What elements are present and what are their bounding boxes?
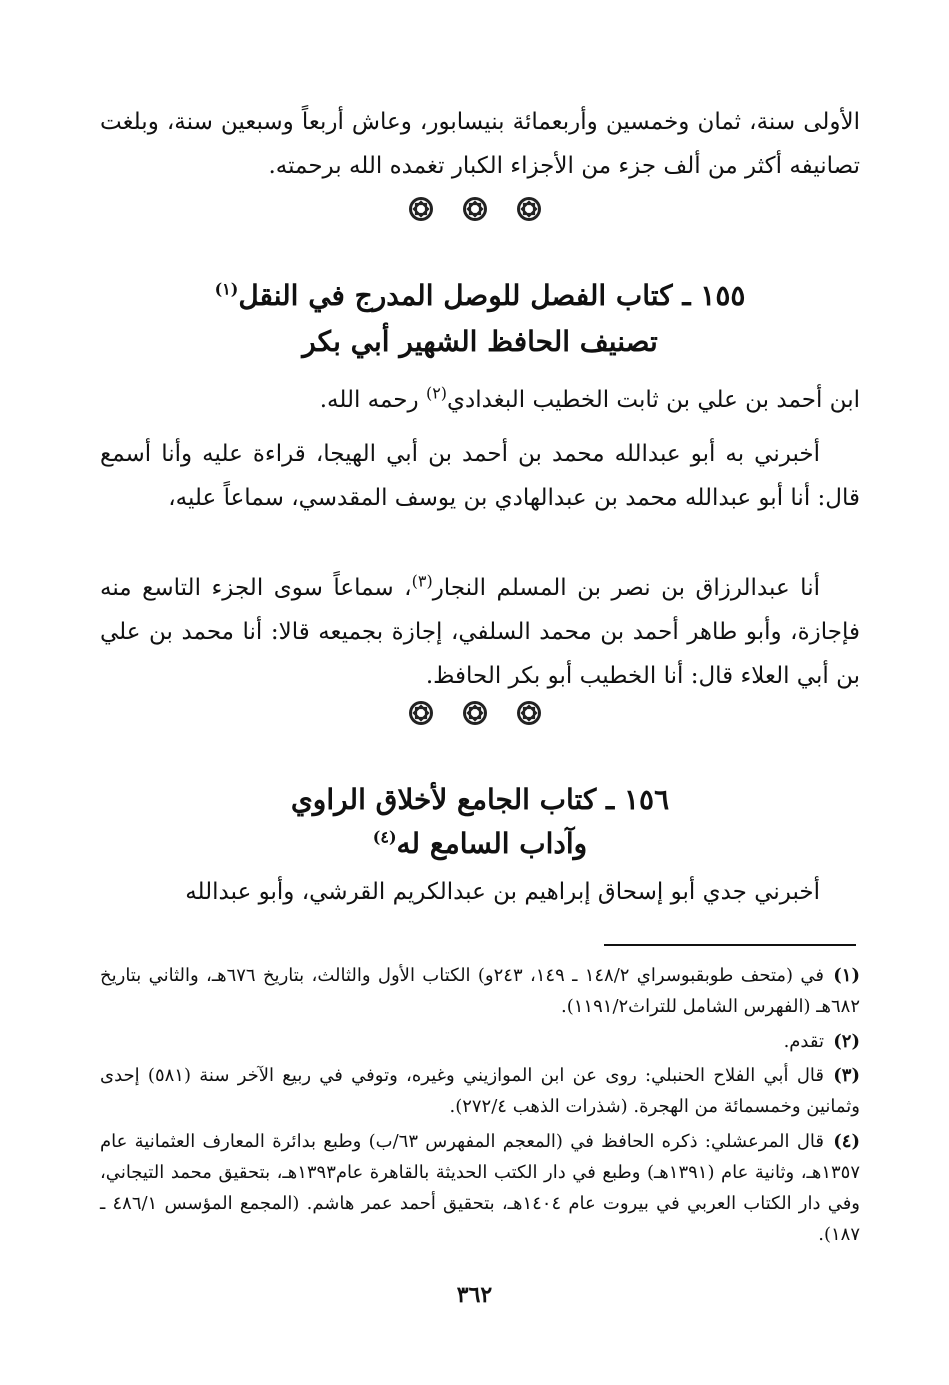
closing-paragraph: الأولى سنة، ثمان وخمسين وأربعمائة بنيسابور، وعاش أربعاً وسبعين سنة، وبلغت تصانيفه أكثر من ألف جزء من الأجزاء الكبار تغمده الله برحمته. — [100, 109, 860, 179]
footnote-ref-3[interactable]: (٣) — [411, 571, 433, 591]
section-156-subtitle-text: وآداب السامع له — [396, 827, 588, 860]
footnote-ref-4[interactable]: (٤) — [372, 827, 397, 847]
footnote-ref-2[interactable]: (٢) — [425, 383, 448, 403]
footnote-number: (٣) — [833, 1065, 860, 1086]
knot-ornament-icon — [462, 700, 488, 726]
footnote-2 — [100, 1026, 860, 1057]
isnad-text: أنا عبدالرزاق بن نصر بن المسلم النجار — [432, 575, 820, 601]
footnote-text: قال أبي الفلاح الحنبلي: روى عن ابن الموازيني وغيره، وتوفي في ربيع الآخر سنة (٥٨١) إحدى وثمانين وخمسمائة من الهجرة. (شذرات الذهب ٢٧٢/٤). — [100, 1065, 860, 1117]
knot-ornament-icon — [462, 196, 488, 222]
section-155-isnad-1: أخبرني به أبو عبدالله محمد بن أحمد بن أبي الهيجا، قراءة عليه وأنا أسمع قال: أنا أبو عبدالله محمد بن عبدالهادي بن يوسف المقدسي، سماعاً عليه، — [100, 441, 860, 511]
section-155-subtitle: تصنيف الحافظ الشهير أبي بكر — [302, 325, 658, 358]
page-number: ٣٦٢ — [456, 1282, 493, 1308]
section-divider — [0, 700, 949, 726]
footnote-number: (٢) — [833, 1031, 860, 1052]
isnad-text-end: ، سماعاً سوى الجزء التاسع منه فإجازة، وأبو طاهر أحمد بن محمد السلفي، إجازة بجميعه قالا: أنا محمد بن علي بن أبي العلاء قال: أنا الخطيب أبو بكر الحافظ. — [100, 575, 860, 689]
footnote-text: قال المرعشلي: ذكره الحافظ في (المعجم المفهرس ٦٣/ب) وطبع بدائرة المعارف العثمانية عام ١٣٥٧هـ، وثانية عام (١٣٩١هـ) وطبع في دار الكتب الحديثة بالقاهرة عام١٣٩٣هـ، بتحقيق محمد التيجاني، وفي دار الكتاب العربي في بيروت عام ١٤٠٤هـ، بتحقيق أحمد عمر هاشم. (المجمع المؤسس ٤٨٦/١ ـ ١٨٧). — [100, 1131, 860, 1245]
section-155-author-line — [100, 378, 860, 422]
footnote-4 — [100, 1126, 860, 1250]
section-155-isnad-2 — [100, 566, 860, 698]
section-156-title: ١٥٦ ـ كتاب الجامع لأخلاق الراوي — [290, 783, 670, 816]
footnote-divider — [604, 944, 856, 946]
section-155-title-text: ١٥٥ ـ كتاب الفصل للوصل المدرج في النقل — [238, 279, 746, 312]
footnote-ref-1[interactable]: (١) — [214, 279, 239, 299]
knot-ornament-icon — [516, 196, 542, 222]
section-155-title — [100, 272, 860, 320]
section-156-isnad: أخبرني جدي أبو إسحاق إبراهيم بن عبدالكريم القرشي، وأبو عبدالله — [185, 879, 820, 905]
author-text: ابن أحمد بن علي بن ثابت الخطيب البغدادي — [447, 387, 860, 413]
author-text-end: رحمه الله. — [319, 387, 426, 413]
section-156-subtitle — [100, 820, 860, 868]
knot-ornament-icon — [408, 196, 434, 222]
footnote-3 — [100, 1060, 860, 1122]
knot-ornament-icon — [408, 700, 434, 726]
footnote-number: (٤) — [833, 1131, 860, 1152]
footnote-number: (١) — [833, 965, 860, 986]
section-divider — [0, 196, 949, 222]
footnote-text: تقدم. — [783, 1031, 824, 1052]
knot-ornament-icon — [516, 700, 542, 726]
footnote-1 — [100, 960, 860, 1022]
footnote-text: في (متحف طوبقبوسراي ١٤٨/٢ ـ ١٤٩، ٢٤٣و) الكتاب الأول والثالث، بتاريخ ٦٧٦هـ، والثاني بتاريخ ٦٨٢هـ (الفهرس الشامل للتراث١١٩١/٢). — [100, 965, 860, 1017]
